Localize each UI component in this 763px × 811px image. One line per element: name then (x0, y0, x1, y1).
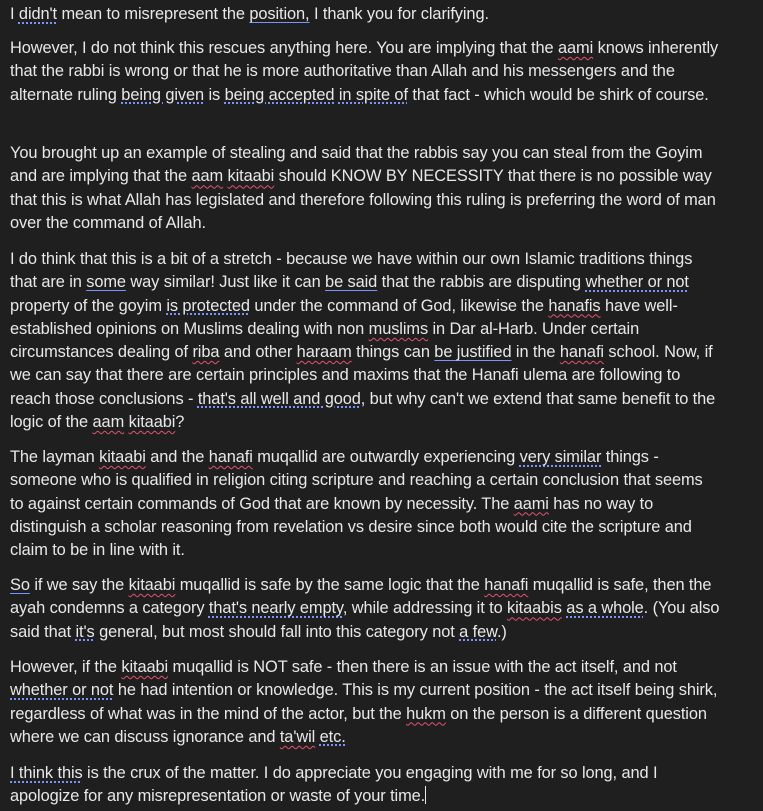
grammar-flag[interactable]: very similar (519, 448, 602, 466)
text-run: he had intention or knowledge. This is my current position - the act itself being shirk, (113, 681, 718, 700)
grammar-flag[interactable]: whether or not (585, 273, 689, 292)
text-line (10, 469, 703, 492)
text-run: that fact - which would be shirk of course. (407, 85, 709, 104)
text-run: circumstances dealing of (10, 343, 193, 362)
text-line (10, 785, 657, 808)
text-line (10, 597, 719, 620)
grammar-flag[interactable]: etc. (319, 727, 346, 746)
text-line (10, 295, 715, 318)
text-run: You brought up an example of stealing and said that the rabbis say you can steal from the Goyim (10, 144, 703, 162)
spelling-flag[interactable]: hukm (406, 704, 446, 723)
spelling-flag[interactable]: hanafis (548, 296, 601, 315)
grammar-flag[interactable]: I think this (10, 764, 83, 782)
text-run: someone who is qualified in religion citing scripture and reaching a certain conclusion that seems (10, 471, 703, 490)
text-run: to against certain commands of God that are known by necessity. The (10, 494, 514, 513)
text-line (10, 37, 718, 60)
text-line (10, 656, 717, 679)
text-line (10, 84, 718, 107)
text-run: is (204, 85, 225, 104)
spelling-flag[interactable]: kitaabi (121, 658, 169, 676)
text-line (10, 165, 716, 188)
text-run: and are implying that the (10, 167, 192, 186)
text-run: has no way to (548, 494, 654, 513)
text-line (10, 516, 703, 539)
spelling-flag[interactable]: kitaabi (99, 448, 146, 466)
text-line (10, 364, 715, 387)
text-run: . (You also (643, 599, 720, 618)
text-run: should KNOW BY NECESSITY that there is no possible way (274, 167, 712, 186)
text-run: general, but most should fall into this category not (94, 622, 460, 641)
grammar-flag[interactable]: as a whole (566, 599, 644, 618)
text-run: and the (145, 448, 209, 466)
paragraph (10, 37, 718, 107)
text-run: that are in (10, 273, 87, 292)
text-run: distinguish a scholar reasoning from revelation vs desire since both would cite the scripture and (10, 517, 692, 536)
paragraph (10, 446, 703, 562)
text-run: .) (496, 622, 507, 641)
paragraph (10, 574, 719, 644)
spelling-flag[interactable]: aami (558, 39, 594, 57)
paragraph (10, 3, 489, 26)
text-run: mean to misrepresent the (57, 5, 250, 23)
spelling-flag[interactable]: hanafi (559, 343, 604, 362)
spelling-flag[interactable]: aam (191, 167, 224, 186)
text-run: way similar! Just like it can (125, 273, 326, 292)
text-run: in the (511, 343, 560, 362)
text-run: that this is what Allah has legislated and therefore following this ruling is preferring the word of man (10, 190, 716, 209)
grammar-flag[interactable]: that's nearly empty (208, 599, 343, 618)
text-run: school. Now, if (603, 343, 713, 362)
text-run: that the rabbis are disputing (377, 273, 586, 292)
text-run: alternate ruling (10, 85, 122, 104)
spelling-flag[interactable]: kitaabi (128, 413, 176, 432)
grammar-flag[interactable]: in spite of (338, 85, 408, 104)
text-line (10, 3, 489, 26)
grammar-flag[interactable]: that's all well and good (197, 389, 361, 408)
text-run: However, I do not think this rescues anything here. You are implying that the (10, 39, 558, 57)
text-run: knows inherently (593, 39, 719, 57)
text-line (10, 574, 719, 597)
text-run: muqallid is safe by the same logic that the (175, 576, 485, 594)
spelling-flag[interactable]: aami (513, 494, 549, 513)
clarity-flag[interactable]: position, (249, 5, 310, 23)
text-run: I thank you for clarifying. (309, 5, 489, 23)
text-line (10, 703, 717, 726)
spelling-flag[interactable]: hanafi (484, 576, 529, 594)
text-line (10, 212, 716, 235)
paragraph (10, 142, 716, 235)
spelling-flag[interactable]: kitaabi (227, 167, 275, 186)
text-run: we can say that there are certain principles and maxims that the Hanafi ulema are following to (10, 366, 681, 385)
paragraph (10, 762, 657, 809)
text-run: muqallid is safe, then the (528, 576, 712, 594)
text-run: muqallid are outwardly experiencing (252, 448, 520, 466)
text-run: I (10, 5, 19, 23)
text-run: I do think that this is a bit of a stretch - because we have within our own Islamic traditions things (10, 250, 693, 268)
spelling-flag[interactable]: muslims (368, 319, 429, 338)
grammar-flag[interactable]: being accepted (224, 85, 335, 104)
text-run: claim to be in line with it. (10, 541, 185, 560)
spelling-flag[interactable]: riba (192, 343, 220, 362)
text-run: is the crux of the matter. I do appreciate you engaging with me for so long, and I (82, 764, 658, 782)
text-caret (425, 786, 426, 804)
spelling-flag[interactable]: kitaabis (507, 599, 562, 618)
spelling-flag[interactable]: hanafi (208, 448, 253, 466)
spelling-flag[interactable]: haraam (296, 343, 352, 362)
text-line (10, 621, 719, 644)
clarity-flag[interactable]: be said (325, 273, 378, 292)
text-run: established opinions on Muslims dealing with non (10, 319, 369, 338)
text-run: that the rabbi is wrong or that he is more authoritative than Allah and his messengers and the (10, 62, 675, 81)
spelling-flag[interactable]: aam (92, 413, 125, 432)
spelling-flag[interactable]: ta'wil (279, 727, 316, 746)
text-run: , but why can't we extend that same benefit to the (360, 389, 716, 408)
text-line (10, 341, 715, 364)
text-run: The layman (10, 448, 100, 466)
text-run: logic of the (10, 413, 93, 432)
text-run: regardless of what was in the mind of the actor, but the (10, 704, 407, 723)
grammar-flag[interactable]: is protected (166, 296, 250, 315)
grammar-flag[interactable]: it's (75, 622, 95, 641)
text-line (10, 388, 715, 411)
text-run: muqallid is NOT safe - then there is an issue with the act itself, and not (168, 658, 677, 676)
text-run: reach those conclusions - (10, 389, 198, 408)
text-line (10, 271, 715, 294)
paragraph (10, 656, 717, 749)
text-run: have well- (600, 296, 678, 315)
text-run: said that (10, 622, 76, 641)
grammar-flag[interactable]: whether or not (10, 681, 114, 700)
text-run: in Dar al-Harb. Under certain (428, 319, 640, 338)
text-run: ? (175, 413, 185, 432)
spelling-flag[interactable]: kitaabi (128, 576, 176, 594)
clarity-flag[interactable]: be justified (434, 343, 512, 362)
grammar-flag[interactable]: didn't (18, 5, 57, 23)
text-line (10, 248, 715, 271)
text-run: ayah condemns a category (10, 599, 209, 618)
text-run: if we say the (29, 576, 129, 594)
text-run: under the command of God, likewise the (249, 296, 549, 315)
text-line (10, 189, 716, 212)
text-line (10, 539, 703, 562)
grammar-flag[interactable]: a few (459, 622, 497, 641)
grammar-flag[interactable]: being given (121, 85, 205, 104)
text-run: property of the goyim (10, 296, 167, 315)
text-line (10, 142, 716, 165)
clarity-flag[interactable]: So (10, 576, 30, 594)
text-line (10, 60, 718, 83)
text-line (10, 762, 657, 785)
text-line (10, 726, 717, 749)
paragraph (10, 248, 715, 434)
text-run: things - (601, 448, 659, 466)
text-run: where we can discuss ignorance and (10, 727, 280, 746)
text-run: on the person is a different question (445, 704, 707, 723)
text-run: over the command of Allah. (10, 213, 207, 232)
text-run: things can (351, 343, 435, 362)
text-run: , while addressing it to (342, 599, 508, 618)
clarity-flag[interactable]: some (86, 273, 126, 292)
text-line (10, 493, 703, 516)
text-run: apologize for any misrepresentation or waste of your time. (10, 787, 426, 806)
text-line (10, 679, 717, 702)
text-line (10, 446, 703, 469)
text-line (10, 318, 715, 341)
text-run: However, if the (10, 658, 122, 676)
text-line (10, 411, 715, 434)
text-run: and other (219, 343, 297, 362)
